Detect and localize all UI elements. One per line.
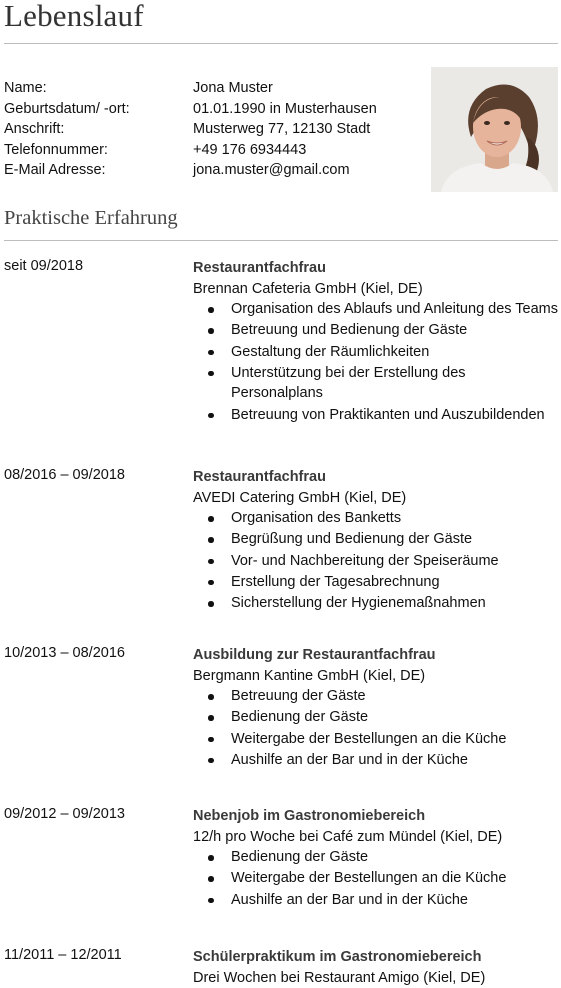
page-title: Lebenslauf: [4, 0, 144, 34]
list-item: Bedienung der Gäste: [193, 847, 559, 868]
entry-date: 10/2013 – 08/2016: [4, 645, 125, 661]
entry-role: Restaurantfachfrau: [193, 258, 559, 279]
entry-body: [193, 645, 559, 771]
email-label: E-Mail Adresse:: [4, 162, 106, 178]
entry-role: Schülerpraktikum im Gastronomiebereich: [193, 947, 559, 968]
list-item: Sicherstellung der Hygienemaßnahmen: [193, 593, 559, 614]
list-item: Aushilfe an der Bar und in der Küche: [193, 890, 559, 911]
personal-row-email: [4, 162, 424, 183]
entry-date: 08/2016 – 09/2018: [4, 467, 125, 483]
entry-date: 09/2012 – 09/2013: [4, 806, 125, 822]
list-item: Unterstützung bei der Erstellung des Personalplans: [193, 363, 559, 404]
entry-employer: Bergmann Kantine GmbH (Kiel, DE): [193, 666, 559, 687]
entry-date: seit 09/2018: [4, 258, 83, 274]
name-value: Jona Muster: [193, 80, 273, 96]
entry-employer: AVEDI Catering GmbH (Kiel, DE): [193, 488, 559, 509]
portrait-image: [431, 67, 558, 192]
list-item: Weitergabe der Bestellungen an die Küche: [193, 729, 559, 750]
entry-body: [193, 258, 559, 426]
personal-row-phone: [4, 142, 424, 163]
list-item: Bedienung der Gäste: [193, 707, 559, 728]
personal-row-name: [4, 80, 424, 101]
entry-role: Nebenjob im Gastronomiebereich: [193, 806, 559, 827]
entry-body: [193, 947, 559, 988]
address-label: Anschrift:: [4, 121, 64, 137]
section-heading-experience: Praktische Erfahrung: [4, 207, 178, 230]
entry-employer: 12/h pro Woche bei Café zum Mündel (Kiel, DE): [193, 827, 559, 848]
list-item: Organisation des Ablaufs und Anleitung des Teams: [193, 299, 559, 320]
entry-role: Restaurantfachfrau: [193, 467, 559, 488]
personal-row-birth: [4, 101, 424, 122]
list-item: Organisation des Banketts: [193, 508, 559, 529]
birth-value: 01.01.1990 in Musterhausen: [193, 101, 377, 117]
address-value: Musterweg 77, 12130 Stadt: [193, 121, 370, 137]
list-item: Gestaltung der Räumlichkeiten: [193, 342, 559, 363]
entry-task-list: [193, 847, 559, 910]
entry-task-list: [193, 508, 559, 614]
birth-label: Geburtsdatum/ -ort:: [4, 101, 130, 117]
personal-details: [4, 80, 424, 183]
list-item: Begrüßung und Bedienung der Gäste: [193, 529, 559, 550]
entry-role: Ausbildung zur Restaurantfachfrau: [193, 645, 559, 666]
list-item: Erstellung der Tagesabrechnung: [193, 572, 559, 593]
list-item: Vor- und Nachbereitung der Speiseräume: [193, 551, 559, 572]
list-item: Aushilfe an der Bar und in der Küche: [193, 750, 559, 771]
entry-task-list: [193, 299, 559, 425]
section-divider: [4, 240, 558, 241]
email-value: jona.muster@gmail.com: [193, 162, 350, 178]
entry-employer: Brennan Cafeteria GmbH (Kiel, DE): [193, 279, 559, 300]
entry-body: [193, 467, 559, 614]
title-divider: [4, 43, 558, 44]
entry-body: [193, 806, 559, 911]
list-item: Betreuung und Bedienung der Gäste: [193, 320, 559, 341]
list-item: Weitergabe der Bestellungen an die Küche: [193, 868, 559, 889]
list-item: Betreuung von Praktikanten und Auszubildenden: [193, 405, 559, 426]
phone-value: +49 176 6934443: [193, 142, 306, 158]
name-label: Name:: [4, 80, 47, 96]
personal-row-address: [4, 121, 424, 142]
entry-task-list: [193, 686, 559, 770]
entry-date: 11/2011 – 12/2011: [4, 947, 122, 963]
profile-photo: [431, 67, 558, 192]
list-item: Betreuung der Gäste: [193, 686, 559, 707]
phone-label: Telefonnummer:: [4, 142, 108, 158]
entry-employer: Drei Wochen bei Restaurant Amigo (Kiel, DE): [193, 968, 559, 988]
